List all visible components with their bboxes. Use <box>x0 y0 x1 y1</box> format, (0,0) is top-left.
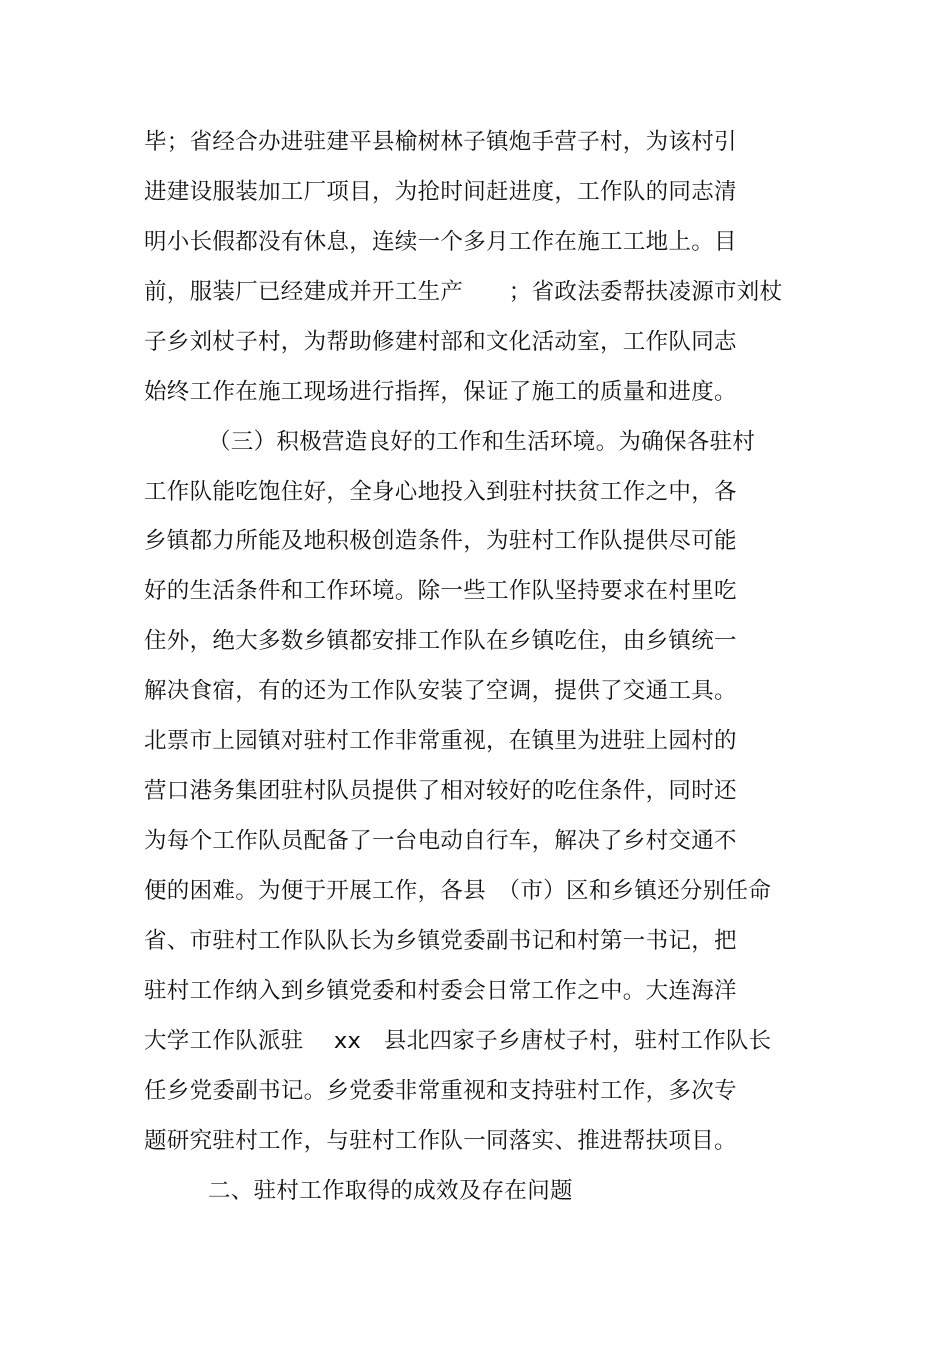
paragraph-line-4: 前，服装厂已经建成并开工生产 ；省政法委帮扶凌源市刘杖 <box>144 279 783 305</box>
paragraph-line-12: 解决食宿，有的还为工作队安装了空调，提供了交通工具。 <box>144 678 737 704</box>
paragraph-line-5: 子乡刘杖子村，为帮助修建村部和文化活动室，工作队同志 <box>144 329 737 355</box>
paragraph-line-19: 大学工作队派驻 xx 县北四家子乡唐杖子村，驻村工作队长 <box>144 1028 772 1054</box>
paragraph-line-13: 北票市上园镇对驻村工作非常重视，在镇里为进驻上园村的 <box>144 728 737 754</box>
paragraph-line-9: 乡镇都力所能及地积极创造条件，为驻村工作队提供尽可能 <box>144 528 737 554</box>
paragraph-line-7: （三）积极营造良好的工作和生活环境。为确保各驻村 <box>208 429 756 455</box>
paragraph-line-14: 营口港务集团驻村队员提供了相对较好的吃住条件，同时还 <box>144 778 737 804</box>
paragraph-line-2: 进建设服装加工厂项目，为抢时间赶进度，工作队的同志清 <box>144 179 737 205</box>
paragraph-line-10: 好的生活条件和工作环境。除一些工作队坚持要求在村里吃 <box>144 578 737 604</box>
paragraph-line-3: 明小长假都没有休息，连续一个多月工作在施工工地上。目 <box>144 229 737 255</box>
paragraph-line-6: 始终工作在施工现场进行指挥，保证了施工的质量和进度。 <box>144 379 737 405</box>
paragraph-line-18: 驻村工作纳入到乡镇党委和村委会日常工作之中。大连海洋 <box>144 978 737 1004</box>
paragraph-line-1: 毕；省经合办进驻建平县榆树林子镇炮手营子村，为该村引 <box>144 129 737 155</box>
paragraph-line-11: 住外，绝大多数乡镇都安排工作队在乡镇吃住，由乡镇统一 <box>144 628 737 654</box>
section-heading: 二、驻村工作取得的成效及存在问题 <box>208 1178 573 1204</box>
paragraph-line-20: 任乡党委副书记。乡党委非常重视和支持驻村工作，多次专 <box>144 1078 737 1104</box>
paragraph-line-21: 题研究驻村工作，与驻村工作队一同落实、推进帮扶项目。 <box>144 1128 737 1154</box>
paragraph-line-15: 为每个工作队员配备了一台电动自行车，解决了乡村交通不 <box>144 828 737 854</box>
paragraph-line-17: 省、市驻村工作队队长为乡镇党委副书记和村第一书记，把 <box>144 928 737 954</box>
paragraph-line-8: 工作队能吃饱住好，全身心地投入到驻村扶贫工作之中，各 <box>144 479 737 505</box>
paragraph-line-16: 便的困难。为便于开展工作，各县 （市）区和乡镇还分别任命 <box>144 878 772 904</box>
